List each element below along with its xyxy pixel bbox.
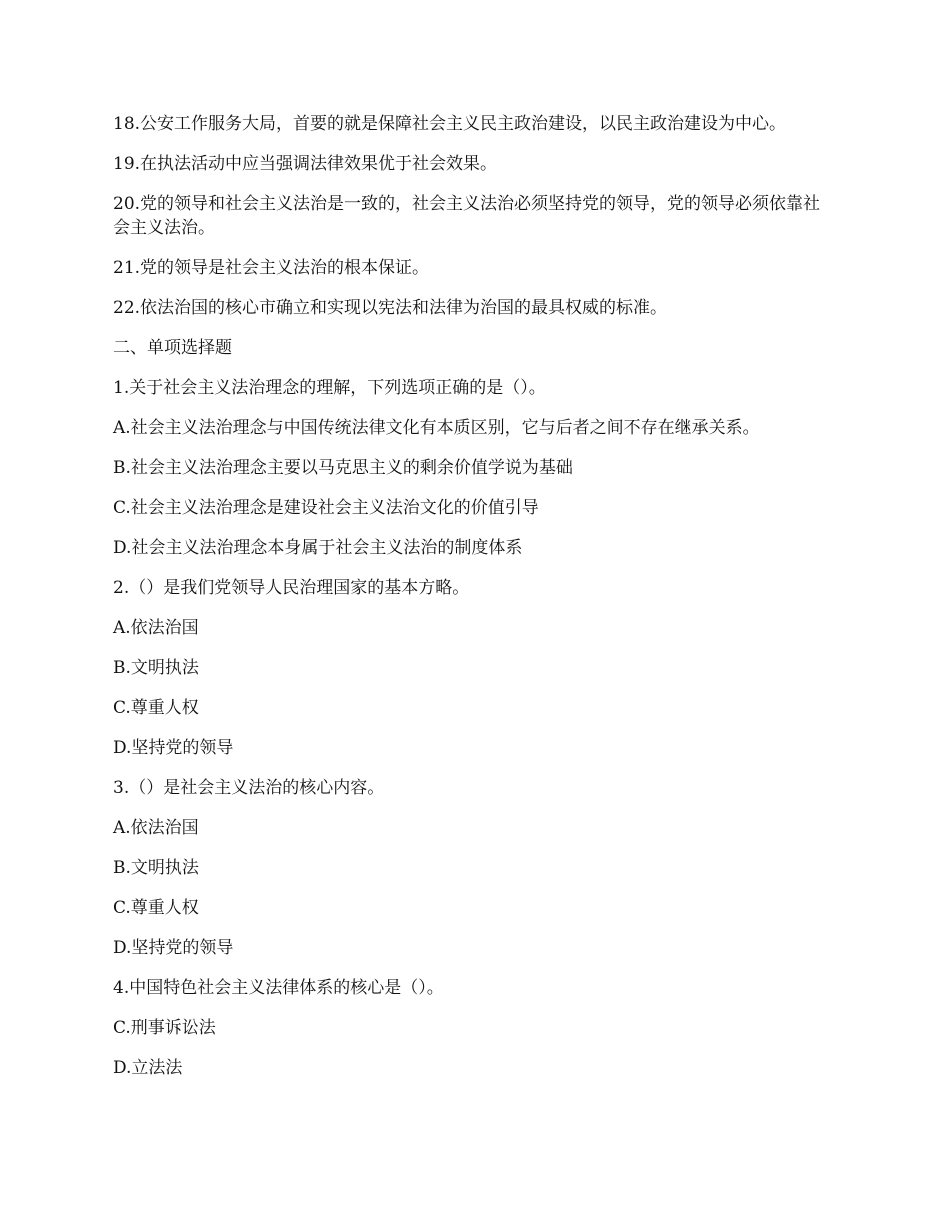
true-false-item-21: 21.党的领导是社会主义法治的根本保证。	[113, 258, 430, 278]
question-2-option-a: A.依法治国	[113, 618, 199, 638]
question-3: 3.（）是社会主义法治的核心内容。	[113, 778, 385, 798]
question-1-option-a: A.社会主义法治理念与中国传统法律文化有本质区别，它与后者之间不存在继承关系。	[113, 418, 760, 438]
question-1-option-d: D.社会主义法治理念本身属于社会主义法治的制度体系	[113, 538, 523, 558]
document-body	[113, 112, 835, 1096]
question-1: 1.关于社会主义法治理念的理解，下列选项正确的是（）。	[113, 378, 546, 398]
question-2-option-b: B.文明执法	[113, 658, 199, 678]
question-2: 2.（）是我们党领导人民治理国家的基本方略。	[113, 578, 470, 598]
question-1-option-c: C.社会主义法治理念是建设社会主义法治文化的价值引导	[113, 498, 539, 518]
true-false-item-19: 19.在执法活动中应当强调法律效果优于社会效果。	[113, 154, 498, 174]
question-4-option-d: D.立法法	[113, 1058, 183, 1078]
question-1-option-b: B.社会主义法治理念主要以马克思主义的剩余价值学说为基础	[113, 458, 573, 478]
question-3-option-a: A.依法治国	[113, 818, 199, 838]
question-4-option-c: C.刑事诉讼法	[113, 1018, 216, 1038]
question-2-option-c: C.尊重人权	[113, 698, 199, 718]
question-3-option-d: D.坚持党的领导	[113, 938, 234, 958]
true-false-item-22: 22.依法治国的核心市确立和实现以宪法和法律为治国的最具权威的标准。	[113, 298, 668, 318]
question-3-option-b: B.文明执法	[113, 858, 199, 878]
true-false-item-18: 18.公安工作服务大局，首要的就是保障社会主义民主政治建设，以民主政治建设为中心。	[113, 114, 787, 134]
question-2-option-d: D.坚持党的领导	[113, 738, 234, 758]
question-4: 4.中国特色社会主义法律体系的核心是（）。	[113, 978, 444, 998]
true-false-item-20: 20.党的领导和社会主义法治是一致的，社会主义法治必须坚持党的领导，党的领导必须依靠社会主义法治。	[113, 194, 821, 238]
question-3-option-c: C.尊重人权	[113, 898, 199, 918]
section-heading: 二、单项选择题	[113, 338, 232, 358]
